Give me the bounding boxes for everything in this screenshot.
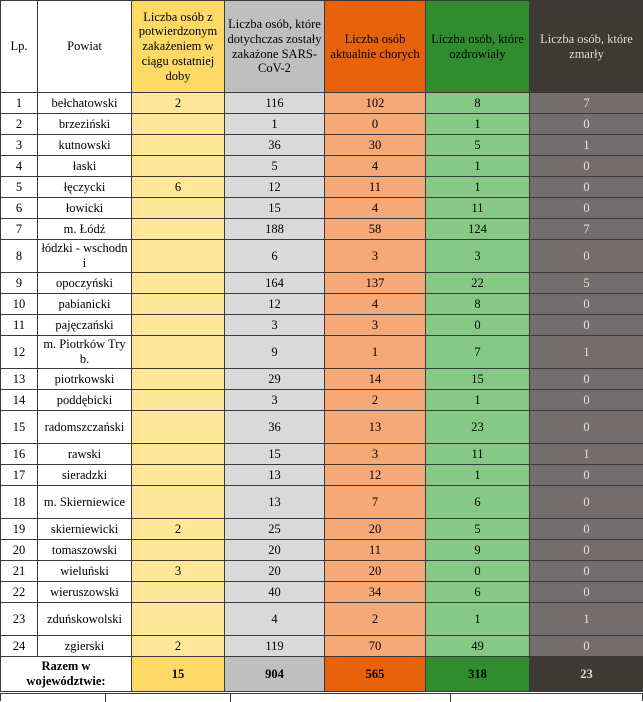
- cell-total-cases: 15: [225, 444, 325, 465]
- cell-new-cases: [132, 465, 225, 486]
- column-header-powiat: Powiat: [38, 1, 132, 93]
- row-index: 6: [1, 198, 38, 219]
- table-row: [1, 93, 643, 114]
- column-header-recovered: Liczba osób, które ozdrowiały: [426, 1, 530, 93]
- row-index: 18: [1, 486, 38, 519]
- cell-new-cases: [132, 156, 225, 177]
- cell-deaths: 0: [530, 486, 643, 519]
- cell-new-cases: [132, 273, 225, 294]
- table-row: [1, 336, 643, 369]
- cell-new-cases: 3: [132, 561, 225, 582]
- cell-active-cases: 0: [325, 114, 426, 135]
- totals-row: [1, 657, 643, 692]
- cell-total-cases: 116: [225, 93, 325, 114]
- cell-new-cases: [132, 336, 225, 369]
- cell-total-cases: 4: [225, 603, 325, 636]
- row-index: 9: [1, 273, 38, 294]
- cell-deaths: 1: [530, 336, 643, 369]
- column-header-new-cases: Liczba osób z potwierdzonym zakażeniem w ciągu ostatniej doby: [132, 1, 225, 93]
- cell-powiat: m. Skierniewice: [38, 486, 132, 519]
- cell-total-cases: 5: [225, 156, 325, 177]
- row-index: 20: [1, 540, 38, 561]
- cell-deaths: 0: [530, 240, 643, 273]
- table-header: [1, 1, 643, 93]
- cell-powiat: łowicki: [38, 198, 132, 219]
- cell-recovered: 0: [426, 315, 530, 336]
- cell-total-cases: 6: [225, 240, 325, 273]
- cell-powiat: zgierski: [38, 636, 132, 657]
- cell-powiat: brzeziński: [38, 114, 132, 135]
- cell-deaths: 1: [530, 135, 643, 156]
- cell-total-cases: 15: [225, 198, 325, 219]
- header-row: [1, 1, 643, 93]
- cell-powiat: łęczycki: [38, 177, 132, 198]
- cell-deaths: 0: [530, 198, 643, 219]
- row-index: 5: [1, 177, 38, 198]
- row-index: 19: [1, 519, 38, 540]
- cell-active-cases: 20: [325, 561, 426, 582]
- next-table-cell-3: [231, 694, 451, 702]
- cell-recovered: 1: [426, 177, 530, 198]
- cell-total-cases: 29: [225, 369, 325, 390]
- totals-new-cases: 15: [132, 657, 225, 692]
- cell-powiat: wieruszowski: [38, 582, 132, 603]
- cell-powiat: piotrkowski: [38, 369, 132, 390]
- cell-powiat: radomszczański: [38, 411, 132, 444]
- row-index: 21: [1, 561, 38, 582]
- cell-powiat: zduńskowolski: [38, 603, 132, 636]
- cell-powiat: kutnowski: [38, 135, 132, 156]
- cell-powiat: łaski: [38, 156, 132, 177]
- cell-new-cases: 2: [132, 93, 225, 114]
- row-index: 15: [1, 411, 38, 444]
- row-index: 13: [1, 369, 38, 390]
- cell-powiat: m. Łódź: [38, 219, 132, 240]
- table-row: [1, 582, 643, 603]
- cell-deaths: 0: [530, 636, 643, 657]
- table-row: [1, 390, 643, 411]
- row-index: 7: [1, 219, 38, 240]
- table-row: [1, 636, 643, 657]
- cell-total-cases: 40: [225, 582, 325, 603]
- table-row: [1, 114, 643, 135]
- next-table-cell-4: [451, 694, 642, 702]
- cell-new-cases: [132, 582, 225, 603]
- cell-total-cases: 36: [225, 135, 325, 156]
- cell-new-cases: [132, 294, 225, 315]
- table-row: [1, 219, 643, 240]
- row-index: 2: [1, 114, 38, 135]
- cell-total-cases: 3: [225, 315, 325, 336]
- cell-active-cases: 7: [325, 486, 426, 519]
- row-index: 23: [1, 603, 38, 636]
- cell-recovered: 6: [426, 486, 530, 519]
- cell-active-cases: 4: [325, 294, 426, 315]
- cell-powiat: rawski: [38, 444, 132, 465]
- row-index: 1: [1, 93, 38, 114]
- table-row: [1, 273, 643, 294]
- cell-powiat: pabianicki: [38, 294, 132, 315]
- cell-deaths: 0: [530, 390, 643, 411]
- cell-recovered: 1: [426, 603, 530, 636]
- cell-total-cases: 119: [225, 636, 325, 657]
- row-index: 17: [1, 465, 38, 486]
- row-index: 4: [1, 156, 38, 177]
- table-row: [1, 294, 643, 315]
- totals-recovered: 318: [426, 657, 530, 692]
- table-row: [1, 411, 643, 444]
- cell-recovered: 3: [426, 240, 530, 273]
- cell-recovered: 1: [426, 114, 530, 135]
- cell-recovered: 0: [426, 561, 530, 582]
- table-row: [1, 465, 643, 486]
- table-row: [1, 156, 643, 177]
- cell-powiat: łódzki - wschodni: [38, 240, 132, 273]
- cell-deaths: 0: [530, 177, 643, 198]
- cell-deaths: 1: [530, 603, 643, 636]
- cell-new-cases: [132, 411, 225, 444]
- table-row: [1, 561, 643, 582]
- cell-powiat: poddębicki: [38, 390, 132, 411]
- cell-deaths: 0: [530, 561, 643, 582]
- row-index: 11: [1, 315, 38, 336]
- cell-deaths: 0: [530, 114, 643, 135]
- table-body: [1, 93, 643, 657]
- cell-recovered: 11: [426, 198, 530, 219]
- cell-total-cases: 13: [225, 465, 325, 486]
- cell-active-cases: 2: [325, 603, 426, 636]
- cell-deaths: 0: [530, 369, 643, 390]
- cell-deaths: 0: [530, 411, 643, 444]
- cell-deaths: 0: [530, 315, 643, 336]
- cell-deaths: 7: [530, 219, 643, 240]
- cell-powiat: m. Piotrków Tryb.: [38, 336, 132, 369]
- totals-total-cases: 904: [225, 657, 325, 692]
- cell-active-cases: 34: [325, 582, 426, 603]
- cell-recovered: 15: [426, 369, 530, 390]
- cell-active-cases: 1: [325, 336, 426, 369]
- cell-deaths: 0: [530, 156, 643, 177]
- cell-total-cases: 9: [225, 336, 325, 369]
- next-table-cell-1: [1, 694, 106, 702]
- cell-recovered: 1: [426, 390, 530, 411]
- column-header-active-cases: Liczba osób aktualnie chorych: [325, 1, 426, 93]
- cell-powiat: skierniewicki: [38, 519, 132, 540]
- cell-total-cases: 20: [225, 561, 325, 582]
- totals-active-cases: 565: [325, 657, 426, 692]
- column-header-deaths: Liczba osób, które zmarły: [530, 1, 643, 93]
- cell-active-cases: 58: [325, 219, 426, 240]
- table-row: [1, 603, 643, 636]
- cell-active-cases: 13: [325, 411, 426, 444]
- cell-recovered: 11: [426, 444, 530, 465]
- cell-new-cases: [132, 135, 225, 156]
- cell-total-cases: 13: [225, 486, 325, 519]
- cell-new-cases: [132, 444, 225, 465]
- cell-recovered: 7: [426, 336, 530, 369]
- cell-new-cases: [132, 390, 225, 411]
- cell-active-cases: 102: [325, 93, 426, 114]
- row-index: 3: [1, 135, 38, 156]
- cell-powiat: sieradzki: [38, 465, 132, 486]
- row-index: 24: [1, 636, 38, 657]
- cell-recovered: 9: [426, 540, 530, 561]
- cell-deaths: 0: [530, 294, 643, 315]
- cell-active-cases: 12: [325, 465, 426, 486]
- cell-active-cases: 3: [325, 240, 426, 273]
- row-index: 12: [1, 336, 38, 369]
- cell-total-cases: 3: [225, 390, 325, 411]
- column-header-lp: Lp.: [1, 1, 38, 93]
- cell-new-cases: [132, 315, 225, 336]
- cell-active-cases: 137: [325, 273, 426, 294]
- table-footer: [1, 657, 643, 692]
- table-row: [1, 177, 643, 198]
- cell-active-cases: 2: [325, 390, 426, 411]
- cell-new-cases: [132, 486, 225, 519]
- cell-total-cases: 164: [225, 273, 325, 294]
- totals-label: Razem w województwie:: [1, 657, 132, 692]
- cell-total-cases: 12: [225, 177, 325, 198]
- cell-total-cases: 36: [225, 411, 325, 444]
- row-index: 16: [1, 444, 38, 465]
- cell-new-cases: [132, 219, 225, 240]
- cell-total-cases: 1: [225, 114, 325, 135]
- cell-recovered: 6: [426, 582, 530, 603]
- cell-total-cases: 20: [225, 540, 325, 561]
- cell-recovered: 8: [426, 93, 530, 114]
- cell-active-cases: 4: [325, 198, 426, 219]
- cell-new-cases: 2: [132, 636, 225, 657]
- totals-deaths: 23: [530, 657, 643, 692]
- cell-recovered: 124: [426, 219, 530, 240]
- cell-recovered: 49: [426, 636, 530, 657]
- cell-active-cases: 30: [325, 135, 426, 156]
- cell-total-cases: 25: [225, 519, 325, 540]
- cell-deaths: 0: [530, 465, 643, 486]
- cell-powiat: tomaszowski: [38, 540, 132, 561]
- cell-deaths: 0: [530, 519, 643, 540]
- table-row: [1, 486, 643, 519]
- cell-active-cases: 14: [325, 369, 426, 390]
- cell-new-cases: [132, 240, 225, 273]
- cell-deaths: 0: [530, 582, 643, 603]
- cell-recovered: 23: [426, 411, 530, 444]
- cell-active-cases: 20: [325, 519, 426, 540]
- cell-active-cases: 11: [325, 177, 426, 198]
- cell-powiat: opoczyński: [38, 273, 132, 294]
- cell-active-cases: 70: [325, 636, 426, 657]
- table-row: [1, 369, 643, 390]
- cell-deaths: 1: [530, 444, 643, 465]
- cell-powiat: pajęczański: [38, 315, 132, 336]
- next-table-partial: [0, 693, 643, 701]
- table-row: [1, 240, 643, 273]
- cell-new-cases: [132, 540, 225, 561]
- table-row: [1, 540, 643, 561]
- cell-deaths: 5: [530, 273, 643, 294]
- cell-new-cases: [132, 114, 225, 135]
- cell-active-cases: 4: [325, 156, 426, 177]
- table-row: [1, 198, 643, 219]
- row-index: 22: [1, 582, 38, 603]
- cell-total-cases: 188: [225, 219, 325, 240]
- column-header-total-cases: Liczba osób, które dotychczas zostały zakażone SARS-CoV-2: [225, 1, 325, 93]
- row-index: 8: [1, 240, 38, 273]
- cell-new-cases: [132, 198, 225, 219]
- table-row: [1, 135, 643, 156]
- table-row: [1, 444, 643, 465]
- cell-powiat: bełchatowski: [38, 93, 132, 114]
- cell-powiat: wieluński: [38, 561, 132, 582]
- cell-recovered: 22: [426, 273, 530, 294]
- cell-recovered: 1: [426, 465, 530, 486]
- cell-new-cases: 2: [132, 519, 225, 540]
- cell-deaths: 7: [530, 93, 643, 114]
- cell-new-cases: [132, 603, 225, 636]
- cell-active-cases: 3: [325, 315, 426, 336]
- cell-new-cases: 6: [132, 177, 225, 198]
- cell-active-cases: 3: [325, 444, 426, 465]
- cell-active-cases: 11: [325, 540, 426, 561]
- cell-recovered: 8: [426, 294, 530, 315]
- row-index: 10: [1, 294, 38, 315]
- table-row: [1, 315, 643, 336]
- table-row: [1, 519, 643, 540]
- cell-recovered: 1: [426, 156, 530, 177]
- cell-recovered: 5: [426, 519, 530, 540]
- cell-deaths: 0: [530, 540, 643, 561]
- next-table-cell-2: [106, 694, 231, 702]
- cell-total-cases: 12: [225, 294, 325, 315]
- row-index: 14: [1, 390, 38, 411]
- cell-new-cases: [132, 369, 225, 390]
- cell-recovered: 5: [426, 135, 530, 156]
